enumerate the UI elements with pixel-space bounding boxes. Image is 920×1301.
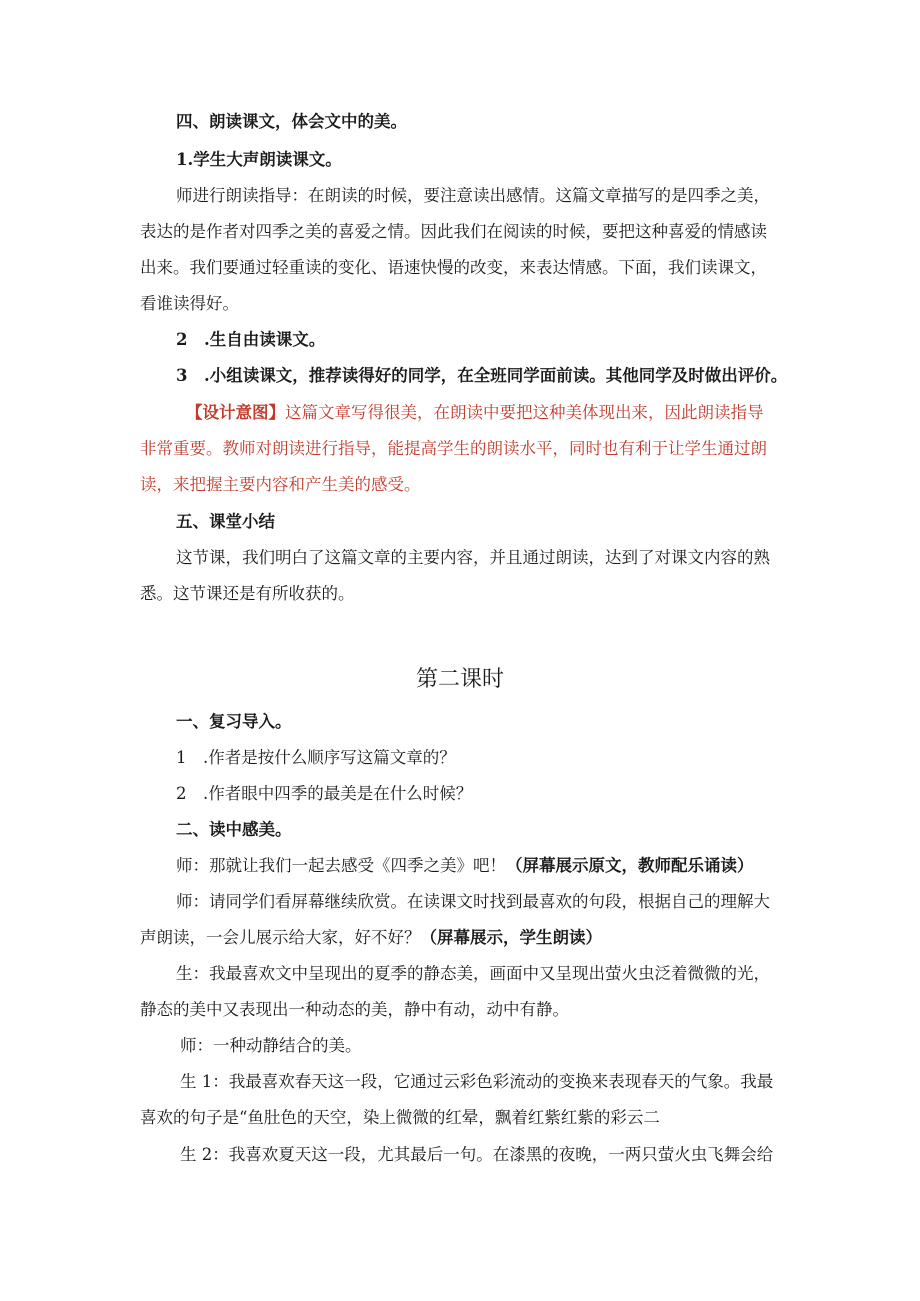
section-5-heading: 五、课堂小结 [176, 512, 275, 531]
design-intent-text: 这篇文章写得很美，在朗读中要把这种美体现出来，因此朗读指导 [285, 403, 764, 422]
dialogue-line: 静态的美中又表现出一种动态的美，静中有动，动中有静。 [140, 1000, 569, 1019]
summary-line: 这节课，我们明白了这篇文章的主要内容，并且通过朗读，达到了对课文内容的熟 [176, 548, 770, 567]
paragraph-line: 表达的是作者对四季之美的喜爱之情。因此我们在阅读的时候，要把这种喜爱的情感读 [140, 222, 767, 241]
dialogue-line [176, 856, 754, 876]
design-intent-label: 【设计意图】 [186, 403, 285, 422]
summary-line: 悉。这节课还是有所收获的。 [140, 584, 355, 603]
dialogue-line: 师：一种动静结合的美。 [180, 1036, 362, 1055]
design-intent-line: 读，来把握主要内容和产生美的感受。 [140, 475, 421, 494]
dialogue-text: 师：那就让我们一起去感受《四季之美》吧！ [176, 856, 506, 875]
dialogue-line [140, 928, 602, 948]
paragraph-line: 看谁读得好。 [140, 294, 239, 313]
dialogue-line: 生 1：我最喜欢春天这一段，它通过云彩色彩流动的变换来表现春天的气象。我最 [180, 1072, 774, 1091]
design-intent-line [186, 403, 764, 423]
section-4-item-1: 1.学生大声朗读课文。 [176, 150, 342, 169]
dialogue-text: 声朗读，一会儿展示给大家，好不好？ [140, 928, 421, 947]
dialogue-line: 喜欢的句子是“鱼肚色的天空，染上微微的红晕，飘着红紫红紫的彩云二 [140, 1108, 660, 1127]
paragraph-line: 出来。我们要通过轻重读的变化、语速快慢的改变，来表达情感。下面，我们读课文， [140, 258, 767, 277]
section-4-item-2: 2 .生自由读课文。 [176, 330, 326, 349]
reading-heading: 二、读中感美。 [176, 820, 292, 839]
stage-note: （屏幕展示，学生朗读） [420, 928, 602, 947]
design-intent-line: 非常重要。教师对朗读进行指导，能提高学生的朗读水平，同时也有利于让学生通过朗 [140, 439, 767, 458]
dialogue-line: 生：我最喜欢文中呈现出的夏季的静态美，画面中又呈现出萤火虫泛着微微的光， [176, 964, 770, 983]
review-question-1: 1 .作者是按什么顺序写这篇文章的？ [176, 748, 456, 767]
review-question-2: 2 .作者眼中四季的最美是在什么时候？ [176, 784, 473, 803]
dialogue-line: 师：请同学们看屏幕继续欣赏。在读课文时找到最喜欢的句段，根据自己的理解大 [176, 892, 770, 911]
section-4-heading: 四、朗读课文，体会文中的美。 [176, 112, 407, 131]
stage-note: （屏幕展示原文，教师配乐诵读） [506, 856, 754, 875]
review-heading: 一、复习导入。 [176, 712, 292, 731]
paragraph-line: 师进行朗读指导：在朗读的时候，要注意读出感情。这篇文章描写的是四季之美， [176, 186, 770, 205]
lesson-2-title: 第二课时 [415, 667, 504, 692]
section-4-item-3: 3 .小组读课文，推荐读得好的同学，在全班同学面前读。其他同学及时做出评价。 [176, 366, 788, 385]
dialogue-line: 生 2：我喜欢夏天这一段，尤其最后一句。在漆黑的夜晚，一两只萤火虫飞舞会给 [180, 1145, 774, 1164]
